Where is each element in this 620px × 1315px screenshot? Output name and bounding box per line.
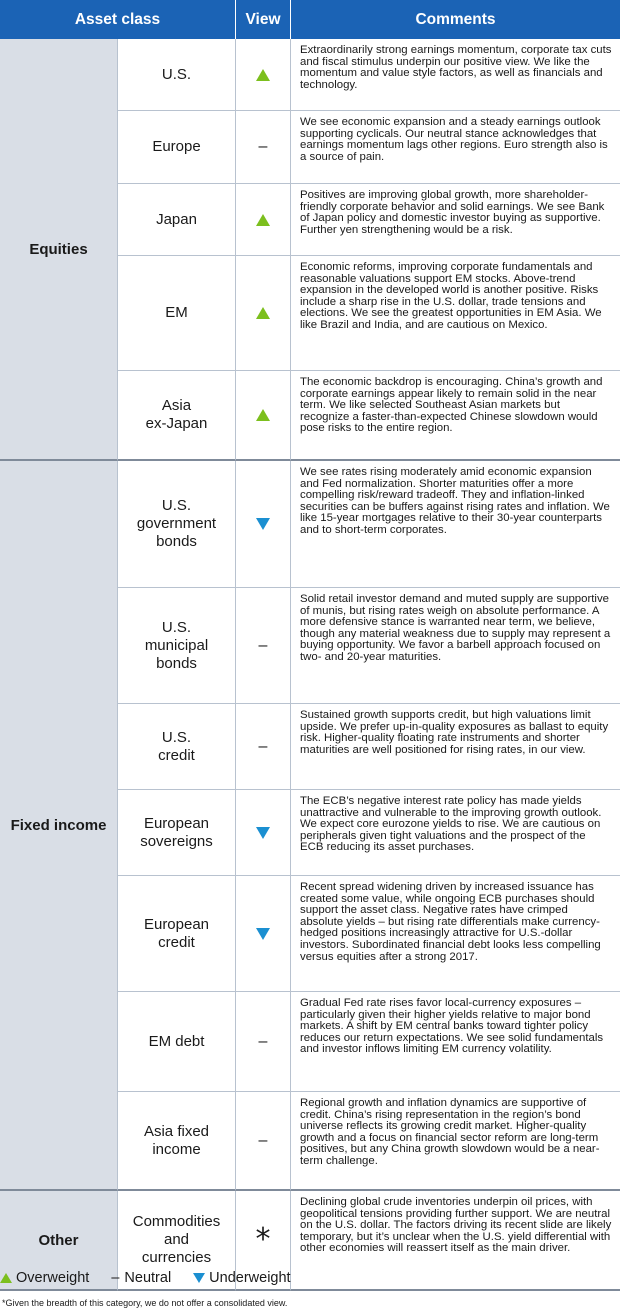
view-cell-europe bbox=[236, 111, 291, 184]
underweight-triangle-icon bbox=[256, 928, 270, 940]
overweight-triangle-icon bbox=[256, 307, 270, 319]
comment-us-government-bonds: We see rates rising moderately amid economic expansion and Fed normalization. Shorter maturities offer a more compelling risk/reward tradeoff. They and inflation-linked securities can be buffers against rising rates and inflation. We like 15-year mortgages relative to their 30-year counterparts and to short-term corporates. bbox=[291, 461, 620, 588]
row-name-european-credit: European credit bbox=[118, 876, 236, 992]
comment-us: Extraordinarily strong earnings momentum, corporate tax cuts and fiscal stimulus underpin our positive view. We like the momentum and value style factors, as well as financials and technology. bbox=[291, 39, 620, 111]
neutral-dash-icon: – bbox=[258, 138, 268, 155]
comment-asia-fixed-income: Regional growth and inflation dynamics are supportive of credit. China’s rising representation in the region’s bond universe reflects its growing credit market. Higher-quality growth and a focus on financial sector reform are long-term positives, but any China growth slowdown would be a near-term challenge. bbox=[291, 1092, 620, 1191]
row-name-europe: Europe bbox=[118, 111, 236, 184]
group-equities: Equities bbox=[0, 39, 118, 461]
row-name-european-sovereigns: European sovereigns bbox=[118, 790, 236, 876]
comment-us-municipal-bonds: Solid retail investor demand and muted supply are supportive of munis, but rising rates weigh on absolute performance. A more defensive stance is warranted near term, we believe, though any material weakness due to supply may represent a buying opportunity. We favor a barbell approach focused on two- and 20-year maturities. bbox=[291, 588, 620, 704]
overweight-triangle-icon bbox=[0, 1273, 12, 1283]
overweight-triangle-icon bbox=[256, 214, 270, 226]
view-cell-us-municipal-bonds bbox=[236, 588, 291, 704]
header-view: View bbox=[236, 0, 291, 39]
comment-europe: We see economic expansion and a steady earnings outlook supporting cyclicals. Our neutral stance acknowledges that earnings momentum lags other regions. Euro strength also is a source of pain. bbox=[291, 111, 620, 184]
row-name-us-credit: U.S. credit bbox=[118, 704, 236, 790]
legend-neutral bbox=[111, 1270, 171, 1286]
neutral-dash-icon: – bbox=[258, 1032, 268, 1050]
view-cell-japan bbox=[236, 184, 291, 256]
header-asset-class: Asset class bbox=[0, 0, 236, 39]
neutral-dash-icon: – bbox=[258, 636, 268, 654]
view-cell-asia-fixed-income bbox=[236, 1092, 291, 1191]
row-name-asia-ex-japan: Asia ex-Japan bbox=[118, 371, 236, 461]
overweight-triangle-icon bbox=[256, 409, 270, 421]
neutral-dash-icon: – bbox=[258, 1131, 268, 1149]
comment-european-credit: Recent spread widening driven by increased issuance has created some value, while ongoing ECB purchases should support the asset class. Negative rates have crimped absolute yields – but rising rate differentials make currency-hedged positions increasingly attractive for U.S.-dollar investors. Subordinated financial debt looks less compelling versus equities after a strong 2017. bbox=[291, 876, 620, 992]
view-cell-em-debt bbox=[236, 992, 291, 1092]
view-cell-us-government-bonds bbox=[236, 461, 291, 588]
comment-european-sovereigns: The ECB’s negative interest rate policy has made yields unattractive and vulnerable to the improving growth outlook. We expect core eurozone yields to rise. We are cautious on peripherals given tight valuations and the prospect of the ECB reducing its asset purchases. bbox=[291, 790, 620, 876]
neutral-dash-icon: – bbox=[111, 1270, 120, 1286]
underweight-triangle-icon bbox=[256, 518, 270, 530]
underweight-triangle-icon bbox=[193, 1273, 205, 1283]
group-other: Other bbox=[0, 1191, 118, 1291]
legend-overweight-label: Overweight bbox=[16, 1270, 90, 1286]
view-cell-us bbox=[236, 39, 291, 111]
comment-commodities-and-currencies: Declining global crude inventories underpin oil prices, with geopolitical tensions providing further support. We are neutral on the U.S. dollar. The factors driving its recent slide are likely temporary, but it’s unclear when the U.S. yield differential with other economies will reassert itself as the main driver. bbox=[291, 1191, 620, 1291]
group-fixed-income: Fixed income bbox=[0, 461, 118, 1191]
legend-underweight-label: Underweight bbox=[209, 1270, 291, 1286]
row-name-em-debt: EM debt bbox=[118, 992, 236, 1092]
header-comments: Comments bbox=[291, 0, 620, 39]
comment-japan: Positives are improving global growth, more shareholder-friendly corporate behavior and solid earnings. We see Bank of Japan policy and domestic investor buying as supportive. Further yen strengthening would be a risk. bbox=[291, 184, 620, 256]
view-cell-european-credit bbox=[236, 876, 291, 992]
row-name-us-municipal-bonds: U.S. municipal bonds bbox=[118, 588, 236, 704]
asterisk-icon: * bbox=[255, 1222, 271, 1257]
row-name-em: EM bbox=[118, 256, 236, 371]
footnote: *Given the breadth of this category, we do not offer a consolidated view. bbox=[2, 1298, 288, 1308]
row-name-commodities-and-currencies: Commodities and currencies bbox=[118, 1191, 236, 1291]
legend-neutral-label: Neutral bbox=[124, 1270, 172, 1286]
row-name-asia-fixed-income: Asia fixed income bbox=[118, 1092, 236, 1191]
row-name-japan: Japan bbox=[118, 184, 236, 256]
overweight-triangle-icon bbox=[256, 69, 270, 81]
row-name-us: U.S. bbox=[118, 39, 236, 111]
view-cell-european-sovereigns bbox=[236, 790, 291, 876]
view-cell-us-credit bbox=[236, 704, 291, 790]
legend-overweight bbox=[0, 1270, 89, 1286]
row-name-us-government-bonds: U.S. government bonds bbox=[118, 461, 236, 588]
legend-underweight bbox=[193, 1270, 290, 1286]
neutral-dash-icon: – bbox=[258, 737, 268, 755]
underweight-triangle-icon bbox=[256, 827, 270, 839]
comment-us-credit: Sustained growth supports credit, but high valuations limit upside. We prefer up-in-quality exposures as ballast to equity risk. Higher-quality floating rate instruments and shorter maturities are well positioned for rising rates, in our view. bbox=[291, 704, 620, 790]
view-cell-asia-ex-japan bbox=[236, 371, 291, 461]
comment-em: Economic reforms, improving corporate fundamentals and reasonable valuations support EM stocks. Above-trend expansion in the developed world is another positive. Risks include a sharp rise in the U.S. dollar, trade tensions and elections. We see the greatest opportunities in EM Asia. We like Brazil and India, and are cautious on Mexico. bbox=[291, 256, 620, 371]
view-cell-em bbox=[236, 256, 291, 371]
legend bbox=[0, 1268, 620, 1288]
comment-asia-ex-japan: The economic backdrop is encouraging. China’s growth and corporate earnings appear likely to remain solid in the near term. We like selected Southeast Asian markets but recognize a faster-than-expected Chinese slowdown would pose risks to the entire region. bbox=[291, 371, 620, 461]
comment-em-debt: Gradual Fed rate rises favor local-currency exposures – particularly given their higher yields relative to major bond markets. A shift by EM central banks toward tighter policy reduces our return expectations. We see solid fundamentals and investor inflows limiting EM currency volatility. bbox=[291, 992, 620, 1092]
